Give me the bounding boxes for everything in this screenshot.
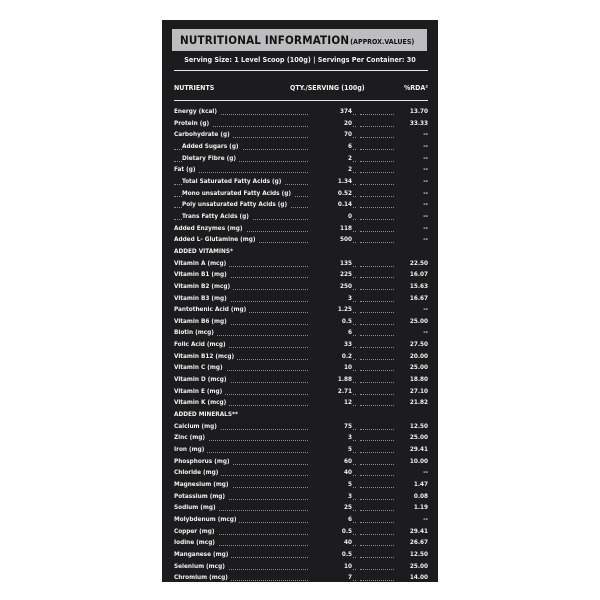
nutrient-label: Calcium (mg) — [174, 421, 220, 433]
nutrient-label: Fat (g) — [174, 164, 199, 176]
nutrient-qty: 6 — [309, 327, 352, 339]
panel-title-suffix: (APPROX.VALUES) — [350, 38, 415, 46]
nutrient-rda: 29.41 — [395, 444, 428, 456]
table-row — [174, 549, 428, 561]
nutrient-rda: -- — [395, 129, 428, 141]
nutrient-qty: 3 — [309, 491, 352, 503]
table-row — [174, 234, 428, 246]
nutrient-label: Total Saturated Fatty Acids (g) — [182, 176, 284, 188]
divider — [174, 70, 428, 71]
nutrient-qty: 10 — [309, 362, 352, 374]
nutrient-qty: 7 — [309, 572, 352, 582]
nutrient-label: Vitamin A (mcg) — [174, 258, 229, 270]
nutrient-qty: 0.2 — [309, 351, 352, 363]
table-row — [174, 421, 428, 433]
nutrient-label: Pantothenic Acid (mg) — [174, 304, 249, 316]
nutrient-rda: -- — [395, 188, 428, 200]
nutrient-rda: 33.33 — [395, 118, 428, 130]
nutrient-rda: 10.00 — [395, 456, 428, 468]
nutrient-rda: 15.63 — [395, 281, 428, 293]
nutrient-label: Added L- Glutamine (mg) — [174, 234, 258, 246]
nutrient-qty: 0.5 — [309, 316, 352, 328]
nutrient-label: Chromium (mcg) — [174, 572, 231, 582]
nutrient-label: Magnesium (mg) — [174, 479, 232, 491]
title-bar — [172, 29, 427, 51]
nutrient-rda: -- — [395, 327, 428, 339]
nutrient-qty: 5 — [309, 444, 352, 456]
table-row — [174, 386, 428, 398]
nutrient-qty: 250 — [309, 281, 352, 293]
nutrient-rda: -- — [395, 141, 428, 153]
nutrient-label: Copper (mg) — [174, 526, 218, 538]
nutrient-rda: -- — [395, 211, 428, 223]
nutrition-label-panel — [162, 20, 438, 582]
nutrient-label: Biotin (mcg) — [174, 327, 217, 339]
nutrient-label: Vitamin K (mcg) — [174, 397, 229, 409]
section-heading: ADDED MINERALS** — [174, 410, 238, 419]
nutrient-rda: 12.50 — [395, 421, 428, 433]
nutrient-label: Manganese (mg) — [174, 549, 231, 561]
nutrient-qty: 1.25 — [309, 304, 352, 316]
nutrient-rda: 12.50 — [395, 549, 428, 561]
nutrient-rda: 1.19 — [395, 502, 428, 514]
nutrient-rda: 27.50 — [395, 339, 428, 351]
nutrient-label: Phosphorus (mg) — [174, 456, 233, 468]
nutrient-rda: 27.10 — [395, 386, 428, 398]
nutrient-rda: -- — [395, 153, 428, 165]
table-row — [174, 176, 428, 188]
nutrient-rda: 25.00 — [395, 561, 428, 573]
nutrient-qty: 3 — [309, 293, 352, 305]
nutrient-rda: -- — [395, 199, 428, 211]
nutrient-rda: 18.80 — [395, 374, 428, 386]
nutrient-label: Zinc (mg) — [174, 432, 208, 444]
nutrient-qty: 2 — [309, 153, 352, 165]
table-row — [174, 269, 428, 281]
nutrient-qty: 2 — [309, 164, 352, 176]
nutrient-qty: 5 — [309, 479, 352, 491]
nutrient-rda: -- — [395, 514, 428, 526]
nutrient-label: Iodine (mcg) — [174, 537, 218, 549]
nutrient-label: Poly unsaturated Fatty Acids (g) — [182, 199, 290, 211]
nutrient-rda: 25.00 — [395, 362, 428, 374]
table-row — [174, 467, 428, 479]
nutrient-rda: 16.67 — [395, 293, 428, 305]
nutrient-label: Vitamin B12 (mcg) — [174, 351, 237, 363]
table-row — [174, 502, 428, 514]
nutrient-qty: 0.52 — [309, 188, 352, 200]
table-row — [174, 304, 428, 316]
table-row — [174, 444, 428, 456]
nutrient-qty: 40 — [309, 467, 352, 479]
table-row — [174, 316, 428, 328]
nutrient-rda: -- — [395, 176, 428, 188]
nutrient-rda: 0.08 — [395, 491, 428, 503]
table-row — [174, 362, 428, 374]
header-rda: %RDA² — [403, 84, 428, 92]
table-row — [174, 118, 428, 130]
table-header — [174, 84, 428, 98]
nutrient-qty: 0.5 — [309, 549, 352, 561]
nutrient-qty: 0.5 — [309, 526, 352, 538]
nutrient-rda: 22.50 — [395, 258, 428, 270]
nutrient-rda: 20.00 — [395, 351, 428, 363]
nutrient-label: Added Enzymes (mg) — [174, 223, 246, 235]
nutrient-qty: 225 — [309, 269, 352, 281]
nutrient-rda: -- — [395, 304, 428, 316]
nutrient-qty: 0 — [309, 211, 352, 223]
nutrient-rda: 14.00 — [395, 572, 428, 582]
nutrient-qty: 20 — [309, 118, 352, 130]
table-row — [174, 129, 428, 141]
table-row — [174, 188, 428, 200]
table-row — [174, 327, 428, 339]
nutrient-qty: 70 — [309, 129, 352, 141]
nutrient-label: Chloride (mg) — [174, 467, 221, 479]
nutrient-rda: -- — [395, 223, 428, 235]
nutrient-rda: 21.82 — [395, 397, 428, 409]
table-row — [174, 339, 428, 351]
table-row — [174, 572, 428, 582]
nutrient-qty: 1.34 — [309, 176, 352, 188]
panel-title: NUTRITIONAL INFORMATION — [180, 33, 350, 47]
nutrient-qty: 75 — [309, 421, 352, 433]
table-row — [174, 397, 428, 409]
table-row — [174, 456, 428, 468]
table-row — [174, 153, 428, 165]
table-row — [174, 141, 428, 153]
nutrient-rda: 25.00 — [395, 432, 428, 444]
nutrient-label: Energy (kcal) — [174, 106, 220, 118]
table-row — [174, 561, 428, 573]
nutrient-rda: 29.41 — [395, 526, 428, 538]
nutrient-qty: 374 — [309, 106, 352, 118]
nutrient-qty: 135 — [309, 258, 352, 270]
table-row — [174, 526, 428, 538]
nutrient-qty: 6 — [309, 141, 352, 153]
nutrient-table — [174, 106, 428, 582]
table-row — [174, 293, 428, 305]
nutrient-label: Vitamin B3 (mg) — [174, 293, 230, 305]
nutrient-label: Protein (g) — [174, 118, 212, 130]
nutrient-rda: -- — [395, 164, 428, 176]
nutrient-qty: 40 — [309, 537, 352, 549]
header-qty: QTY./SERVING (100g) — [290, 84, 365, 92]
table-row — [174, 211, 428, 223]
nutrient-rda: 13.70 — [395, 106, 428, 118]
header-nutrients: NUTRIENTS — [174, 84, 215, 92]
nutrient-qty: 60 — [309, 456, 352, 468]
table-row — [174, 258, 428, 270]
nutrient-label: Vitamin B6 (mg) — [174, 316, 230, 328]
table-row — [174, 374, 428, 386]
nutrient-qty: 10 — [309, 561, 352, 573]
nutrient-label: Folic Acid (mcg) — [174, 339, 229, 351]
nutrient-label: Vitamin B1 (mg) — [174, 269, 230, 281]
section-heading: ADDED VITAMINS* — [174, 246, 233, 255]
table-row — [174, 199, 428, 211]
nutrient-qty: 33 — [309, 339, 352, 351]
divider — [174, 100, 428, 101]
nutrient-qty: 3 — [309, 432, 352, 444]
nutrient-label: Carbohydrate (g) — [174, 129, 233, 141]
nutrient-label: Dietary Fibre (g) — [182, 153, 239, 165]
table-row — [174, 479, 428, 491]
nutrient-label: Trans Fatty Acids (g) — [182, 211, 252, 223]
nutrient-qty: 25 — [309, 502, 352, 514]
nutrient-rda: 26.67 — [395, 537, 428, 549]
table-row — [174, 537, 428, 549]
nutrient-qty: 118 — [309, 223, 352, 235]
nutrient-rda: 16.07 — [395, 269, 428, 281]
nutrient-label: Added Sugars (g) — [182, 141, 242, 153]
nutrient-rda: 1.47 — [395, 479, 428, 491]
nutrient-qty: 1.88 — [309, 374, 352, 386]
nutrient-label: Potassium (mg) — [174, 491, 228, 503]
serving-info: Serving Size: 1 Level Scoop (100g) | Servings Per Container: 30 — [184, 55, 416, 64]
nutrient-qty: 2.71 — [309, 386, 352, 398]
table-row — [174, 432, 428, 444]
nutrient-rda: 25.00 — [395, 316, 428, 328]
table-row — [174, 514, 428, 526]
nutrient-qty: 12 — [309, 397, 352, 409]
table-row — [174, 351, 428, 363]
table-row — [174, 106, 428, 118]
table-row — [174, 281, 428, 293]
nutrient-label: Iron (mg) — [174, 444, 207, 456]
nutrient-label: Sodium (mg) — [174, 502, 219, 514]
nutrient-label: Mono unsaturated Fatty Acids (g) — [182, 188, 294, 200]
nutrient-label: Molybdenum (mcg) — [174, 514, 239, 526]
nutrient-label: Selenium (mcg) — [174, 561, 228, 573]
table-row — [174, 223, 428, 235]
nutrient-rda: -- — [395, 234, 428, 246]
nutrient-label: Vitamin E (mg) — [174, 386, 225, 398]
nutrient-rda: -- — [395, 467, 428, 479]
table-row — [174, 491, 428, 503]
nutrient-label: Vitamin C (mg) — [174, 362, 226, 374]
table-row — [174, 164, 428, 176]
nutrient-qty: 6 — [309, 514, 352, 526]
nutrient-qty: 500 — [309, 234, 352, 246]
nutrient-label: Vitamin D (mcg) — [174, 374, 230, 386]
nutrient-qty: 0.14 — [309, 199, 352, 211]
nutrient-label: Vitamin B2 (mcg) — [174, 281, 233, 293]
